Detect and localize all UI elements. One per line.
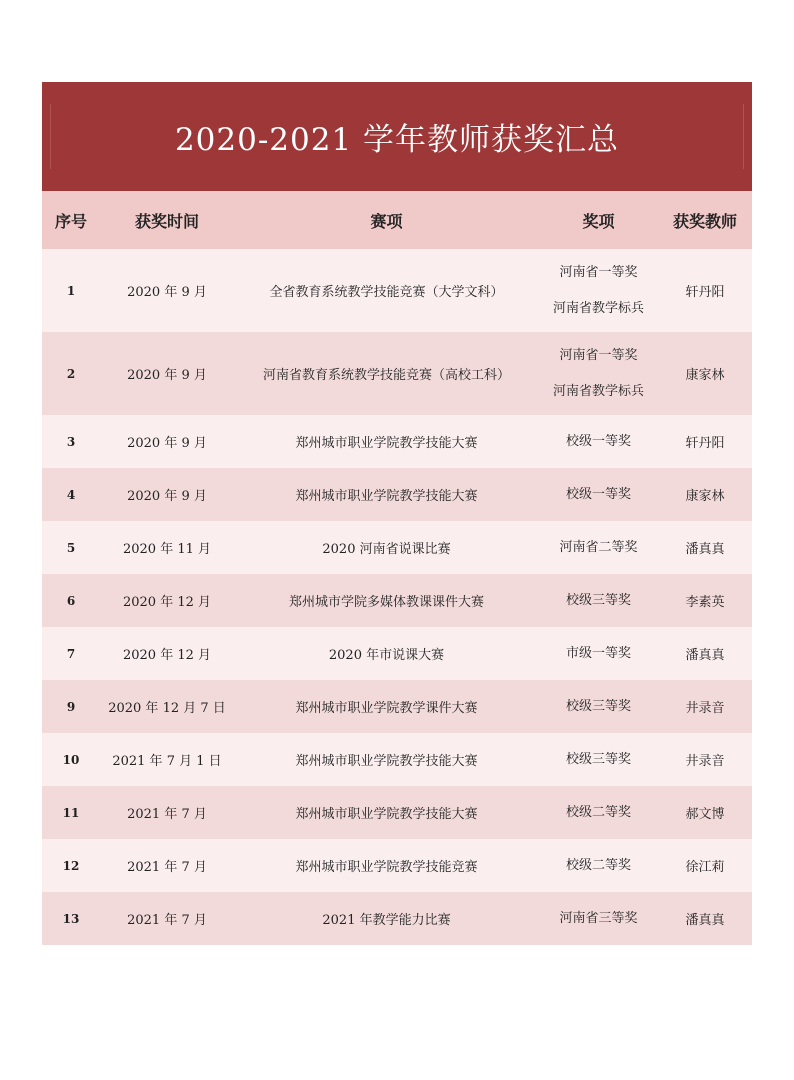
cell-award xyxy=(539,627,658,680)
cell-date: 2021 年 7 月 xyxy=(100,786,234,839)
cell-no: 2 xyxy=(42,332,100,415)
award-line: 河南省二等奖 xyxy=(559,539,638,555)
award-line: 河南省一等奖 xyxy=(559,347,638,363)
table-row xyxy=(42,332,752,415)
header-event: 赛项 xyxy=(234,191,539,249)
cell-date: 2020 年 12 月 xyxy=(100,574,234,627)
award-line: 河南省一等奖 xyxy=(559,264,638,280)
cell-event: 河南省教育系统教学技能竞赛（高校工科） xyxy=(234,332,539,415)
header-no: 序号 xyxy=(42,191,100,249)
cell-award xyxy=(539,332,658,415)
cell-teacher: 轩丹阳 xyxy=(658,415,752,468)
cell-teacher: 郝文博 xyxy=(658,786,752,839)
cell-date: 2020 年 9 月 xyxy=(100,415,234,468)
cell-award xyxy=(539,415,658,468)
header-date: 获奖时间 xyxy=(100,191,234,249)
cell-event: 2020 年市说课大赛 xyxy=(234,627,539,680)
table-body xyxy=(42,249,752,945)
cell-event: 郑州城市职业学院教学课件大赛 xyxy=(234,680,539,733)
cell-teacher: 轩丹阳 xyxy=(658,249,752,332)
cell-date: 2020 年 11 月 xyxy=(100,521,234,574)
award-line: 校级三等奖 xyxy=(565,592,631,608)
awards-sheet xyxy=(42,82,752,945)
cell-award xyxy=(539,521,658,574)
cell-teacher: 康家林 xyxy=(658,468,752,521)
cell-date: 2020 年 12 月 xyxy=(100,627,234,680)
cell-teacher: 康家林 xyxy=(658,332,752,415)
table-row xyxy=(42,680,752,733)
cell-no: 11 xyxy=(42,786,100,839)
cell-award xyxy=(539,839,658,892)
cell-teacher: 潘真真 xyxy=(658,892,752,945)
cell-teacher: 李素英 xyxy=(658,574,752,627)
cell-date: 2020 年 9 月 xyxy=(100,332,234,415)
cell-award xyxy=(539,574,658,627)
award-line: 市级一等奖 xyxy=(565,645,631,661)
cell-event: 2020 河南省说课比赛 xyxy=(234,521,539,574)
award-line: 校级二等奖 xyxy=(565,804,631,820)
header-award: 奖项 xyxy=(539,191,658,249)
award-line: 河南省三等奖 xyxy=(559,910,638,926)
cell-date: 2020 年 9 月 xyxy=(100,249,234,332)
cell-date: 2021 年 7 月 1 日 xyxy=(100,733,234,786)
cell-no: 9 xyxy=(42,680,100,733)
award-line: 校级一等奖 xyxy=(565,486,631,502)
cell-award xyxy=(539,892,658,945)
award-line: 河南省教学标兵 xyxy=(552,383,644,399)
cell-award xyxy=(539,786,658,839)
cell-no: 13 xyxy=(42,892,100,945)
cell-date: 2021 年 7 月 xyxy=(100,839,234,892)
cell-event: 全省教育系统教学技能竞赛（大学文科） xyxy=(234,249,539,332)
cell-date: 2020 年 12 月 7 日 xyxy=(100,680,234,733)
page-title: 2020-2021 学年教师获奖汇总 xyxy=(174,122,620,158)
cell-teacher: 井录音 xyxy=(658,680,752,733)
table-row xyxy=(42,468,752,521)
table-row xyxy=(42,415,752,468)
cell-teacher: 潘真真 xyxy=(658,521,752,574)
cell-award xyxy=(539,680,658,733)
table-row xyxy=(42,839,752,892)
cell-event: 郑州城市学院多媒体教课课件大赛 xyxy=(234,574,539,627)
award-line: 校级三等奖 xyxy=(565,751,631,767)
cell-award xyxy=(539,733,658,786)
table-header-row xyxy=(42,191,752,249)
cell-date: 2021 年 7 月 xyxy=(100,892,234,945)
cell-event: 2021 年教学能力比赛 xyxy=(234,892,539,945)
cell-event: 郑州城市职业学院教学技能大赛 xyxy=(234,733,539,786)
table-row xyxy=(42,249,752,332)
cell-award xyxy=(539,249,658,332)
cell-no: 10 xyxy=(42,733,100,786)
award-line: 校级二等奖 xyxy=(565,857,631,873)
cell-event: 郑州城市职业学院教学技能大赛 xyxy=(234,468,539,521)
cell-event: 郑州城市职业学院教学技能竞赛 xyxy=(234,839,539,892)
table-row xyxy=(42,733,752,786)
cell-teacher: 徐江莉 xyxy=(658,839,752,892)
cell-no: 1 xyxy=(42,249,100,332)
award-line: 校级三等奖 xyxy=(565,698,631,714)
cell-date: 2020 年 9 月 xyxy=(100,468,234,521)
cell-no: 6 xyxy=(42,574,100,627)
cell-no: 3 xyxy=(42,415,100,468)
table-row xyxy=(42,786,752,839)
table-row xyxy=(42,627,752,680)
cell-event: 郑州城市职业学院教学技能大赛 xyxy=(234,786,539,839)
title-banner xyxy=(42,82,752,191)
header-teacher: 获奖教师 xyxy=(658,191,752,249)
table-row xyxy=(42,521,752,574)
cell-no: 5 xyxy=(42,521,100,574)
award-line: 河南省教学标兵 xyxy=(552,300,644,316)
table-row xyxy=(42,892,752,945)
award-line: 校级一等奖 xyxy=(565,433,631,449)
cell-no: 7 xyxy=(42,627,100,680)
cell-no: 12 xyxy=(42,839,100,892)
cell-teacher: 潘真真 xyxy=(658,627,752,680)
cell-award xyxy=(539,468,658,521)
cell-event: 郑州城市职业学院教学技能大赛 xyxy=(234,415,539,468)
cell-teacher: 井录音 xyxy=(658,733,752,786)
table-row xyxy=(42,574,752,627)
awards-table xyxy=(42,191,752,945)
cell-no: 4 xyxy=(42,468,100,521)
